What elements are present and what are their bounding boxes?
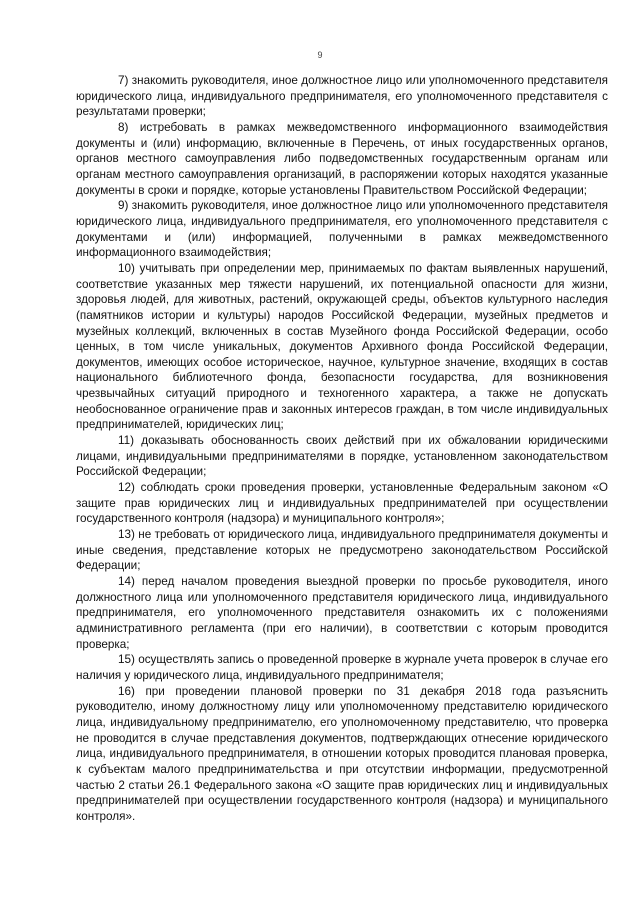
paragraph-item-14: 14) перед началом проведения выездной проверки по просьбе руководителя, иного должностного лица или уполномоченного представителя юридического лица, индивидуального предпринимателя, его уполномоченного представителя ознакомить их с положениями административного регламента (при его наличии), в соответствии с которым проводится проверка;	[76, 575, 608, 651]
paragraph-item-10: 10) учитывать при определении мер, принимаемых по фактам выявленных нарушений, соответствие указанных мер тяжести нарушений, их потенциальной опасности для жизни, здоровья людей, для животных, растений, окружающей среды, объектов культурного наследия (памятников истории и культуры) народов Российской Федерации, музейных предметов и музейных коллекций, включенных в состав Музейного фонда Российской Федерации, особо ценных, в том числе уникальных, документов Архивного фонда Российской Федерации, документов, имеющих особое историческое, научное, культурное значение, входящих в состав национального библиотечного фонда, безопасности государства, для возникновения чрезвычайных ситуаций природного и техногенного характера, а также не допускать необоснованное ограничение прав и законных интересов граждан, в том числе индивидуальных предпринимателей, юридических лиц;	[76, 261, 608, 432]
paragraph-item-7: 7) знакомить руководителя, иное должностное лицо или уполномоченного представителя юридического лица, индивидуального предпринимателя, его уполномоченного представителя с результатами проверки;	[76, 74, 608, 119]
paragraph-item-11: 11) доказывать обоснованность своих действий при их обжаловании юридическими лицами, индивидуальными предпринимателями в порядке, установленном законодательством Российской Федерации;	[76, 434, 608, 479]
paragraph-item-8: 8) истребовать в рамках межведомственного информационного взаимодействия документы и (или) информацию, включенные в Перечень, от иных государственных органов, органов местного самоуправления либо подведомственных государственным органам или органам местного самоуправления организаций, в распоряжении которых находятся указанные документы в сроки и порядке, которые установлены Правительством Российской Федерации;	[76, 120, 608, 197]
page-number: 9	[317, 50, 323, 60]
paragraph-item-12: 12) соблюдать сроки проведения проверки, установленные Федеральным законом «О защите прав юридических лиц и индивидуальных предпринимателей при осуществлении государственного контроля (надзора) и муниципального контроля»;	[76, 481, 608, 526]
paragraph-item-13: 13) не требовать от юридического лица, индивидуального предпринимателя документы и иные сведения, представление которых не предусмотрено законодательством Российской Федерации;	[76, 528, 608, 573]
paragraph-item-9: 9) знакомить руководителя, иное должностное лицо или уполномоченного представителя юридического лица, индивидуального предпринимателя, его уполномоченного представителя с документами и (или) информацией, полученными в рамках межведомственного информационного взаимодействия;	[76, 199, 608, 260]
document-body	[76, 73, 608, 825]
paragraph-item-16: 16) при проведении плановой проверки по 31 декабря 2018 года разъяснить руководителю, иному должностному лицу или уполномоченному представителю юридического лица, индивидуальному предпринимателю, его уполномоченному представителю, что проверка не проводится в случае представления документов, подтверждающих отнесение юридического лица, индивидуального предпринимателя, в отношении которых проводится плановая проверка, к субъектам малого предпринимательства и при отсутствии информации, предусмотренной частью 2 статьи 26.1 Федерального закона «О защите прав юридических лиц и индивидуальных предпринимателей при осуществлении государственного контроля (надзора) и муниципального контроля».	[76, 684, 608, 823]
paragraph-item-15: 15) осуществлять запись о проведенной проверке в журнале учета проверок в случае его наличия у юридического лица, индивидуального предпринимателя;	[76, 653, 608, 682]
